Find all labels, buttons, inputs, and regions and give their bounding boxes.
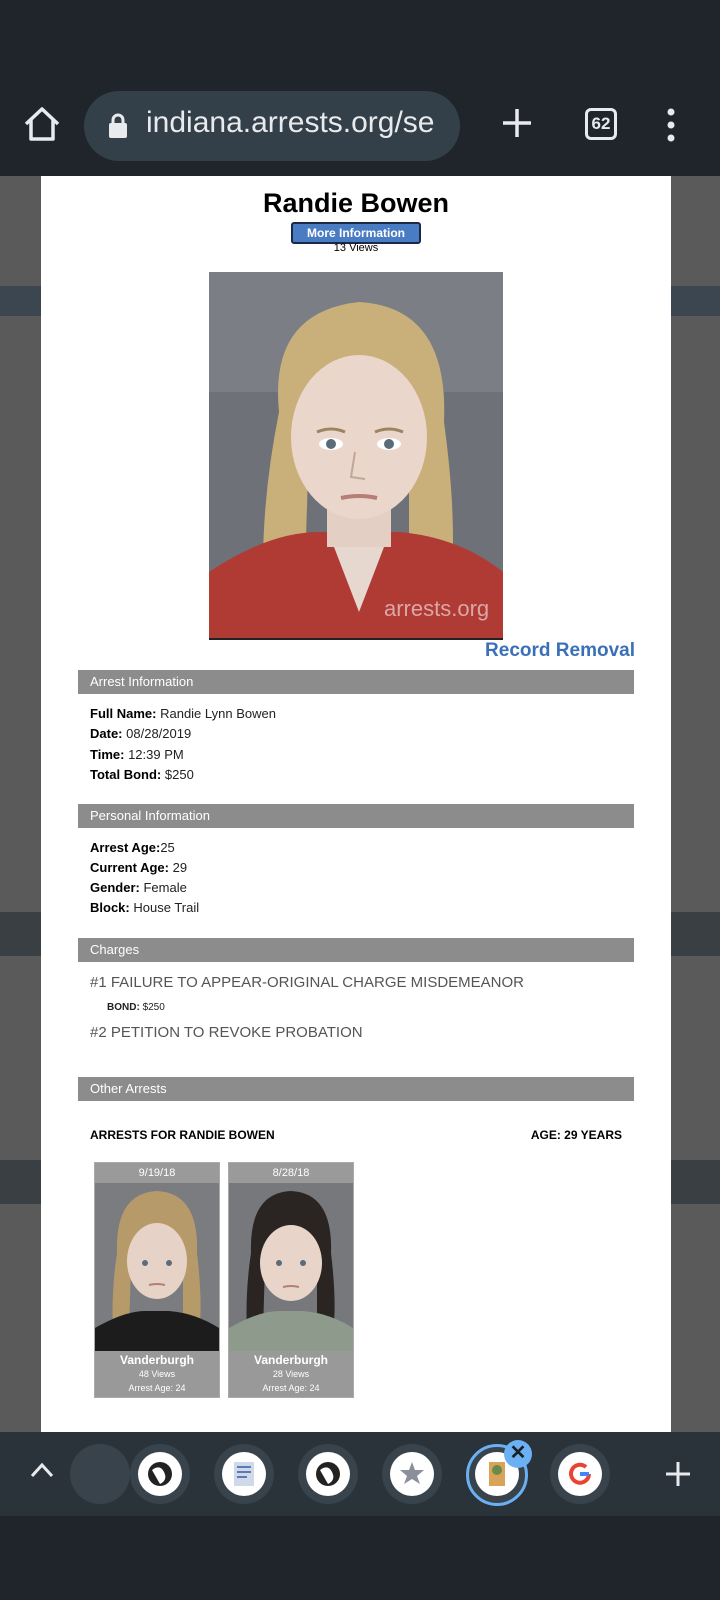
browser-toolbar: [0, 0, 720, 176]
other-arrests-header: Other Arrests: [78, 1077, 634, 1101]
arrest-card-date: 9/19/18: [95, 1163, 219, 1183]
charge-bond: BOND: $250: [107, 1002, 165, 1013]
current-age-field: Current Age: 29: [90, 860, 188, 875]
globe-icon[interactable]: [138, 1452, 182, 1496]
tab-switcher-button[interactable]: 62: [585, 108, 617, 140]
watermark: arrests.org: [384, 596, 490, 621]
arrest-card-age: Arrest Age: 24: [262, 1383, 320, 1393]
globe-icon[interactable]: [306, 1452, 350, 1496]
record-removal-link[interactable]: Record Removal: [485, 640, 635, 661]
full-name-field: Full Name: Randie Lynn Bowen: [90, 706, 276, 721]
charge-item: #1 FAILURE TO APPEAR-ORIGINAL CHARGE MISDEMEANOR: [90, 974, 524, 991]
google-icon[interactable]: [558, 1452, 602, 1496]
view-count: 13 Views: [333, 242, 379, 254]
system-navigation-bar: [0, 1516, 720, 1600]
tab-strip: [0, 1432, 720, 1516]
chevron-up-icon[interactable]: [30, 1462, 54, 1478]
sheriff-badge-icon[interactable]: [390, 1452, 434, 1496]
add-tab-icon[interactable]: [664, 1460, 692, 1488]
arrest-card-date: 8/28/18: [229, 1163, 353, 1183]
arrest-date-field: Date: 08/28/2019: [90, 726, 192, 741]
arrest-card-county: Vanderburgh: [253, 1353, 328, 1367]
arrest-age-field: Arrest Age:25: [90, 840, 175, 855]
more-information-button[interactable]: More Information: [291, 222, 421, 244]
charges-header: Charges: [78, 938, 634, 962]
lock-icon: [108, 113, 128, 139]
personal-information-header: Personal Information: [78, 804, 634, 828]
arrest-card-age: Arrest Age: 24: [128, 1383, 186, 1393]
mugshot-photo[interactable]: [209, 272, 503, 640]
tab-thumbnail[interactable]: [70, 1444, 130, 1504]
address-bar[interactable]: [84, 91, 460, 161]
arrest-detail-modal: [41, 176, 671, 1432]
arrest-time-field: Time: 12:39 PM: [90, 747, 184, 762]
arrest-card[interactable]: [228, 1162, 354, 1398]
total-bond-field: Total Bond: $250: [90, 767, 194, 782]
charge-item: #2 PETITION TO REVOKE PROBATION: [90, 1024, 363, 1041]
arrest-information-header: Arrest Information: [78, 670, 634, 694]
inmate-name: Randie Bowen: [262, 188, 450, 218]
arrest-card-views: 48 Views: [138, 1369, 176, 1379]
url-text: indiana.arrests.org/se: [146, 106, 435, 139]
block-field: Block: House Trail: [90, 900, 200, 915]
more-menu-icon[interactable]: [664, 108, 678, 142]
gender-field: Gender: Female: [90, 880, 187, 895]
arrest-card-views: 28 Views: [272, 1369, 310, 1379]
arrest-card-photo: [229, 1183, 353, 1351]
home-icon[interactable]: [22, 104, 62, 144]
other-arrests-title: ARRESTS FOR RANDIE BOWEN: [90, 1128, 275, 1142]
arrest-card-county: Vanderburgh: [119, 1353, 194, 1367]
current-age-label: AGE: 29 YEARS: [530, 1128, 622, 1142]
document-icon[interactable]: [222, 1452, 266, 1496]
close-tab-icon[interactable]: ✕: [504, 1440, 532, 1468]
arrest-card[interactable]: [94, 1162, 220, 1398]
arrest-card-photo: [95, 1183, 219, 1351]
new-tab-icon[interactable]: [500, 106, 534, 140]
